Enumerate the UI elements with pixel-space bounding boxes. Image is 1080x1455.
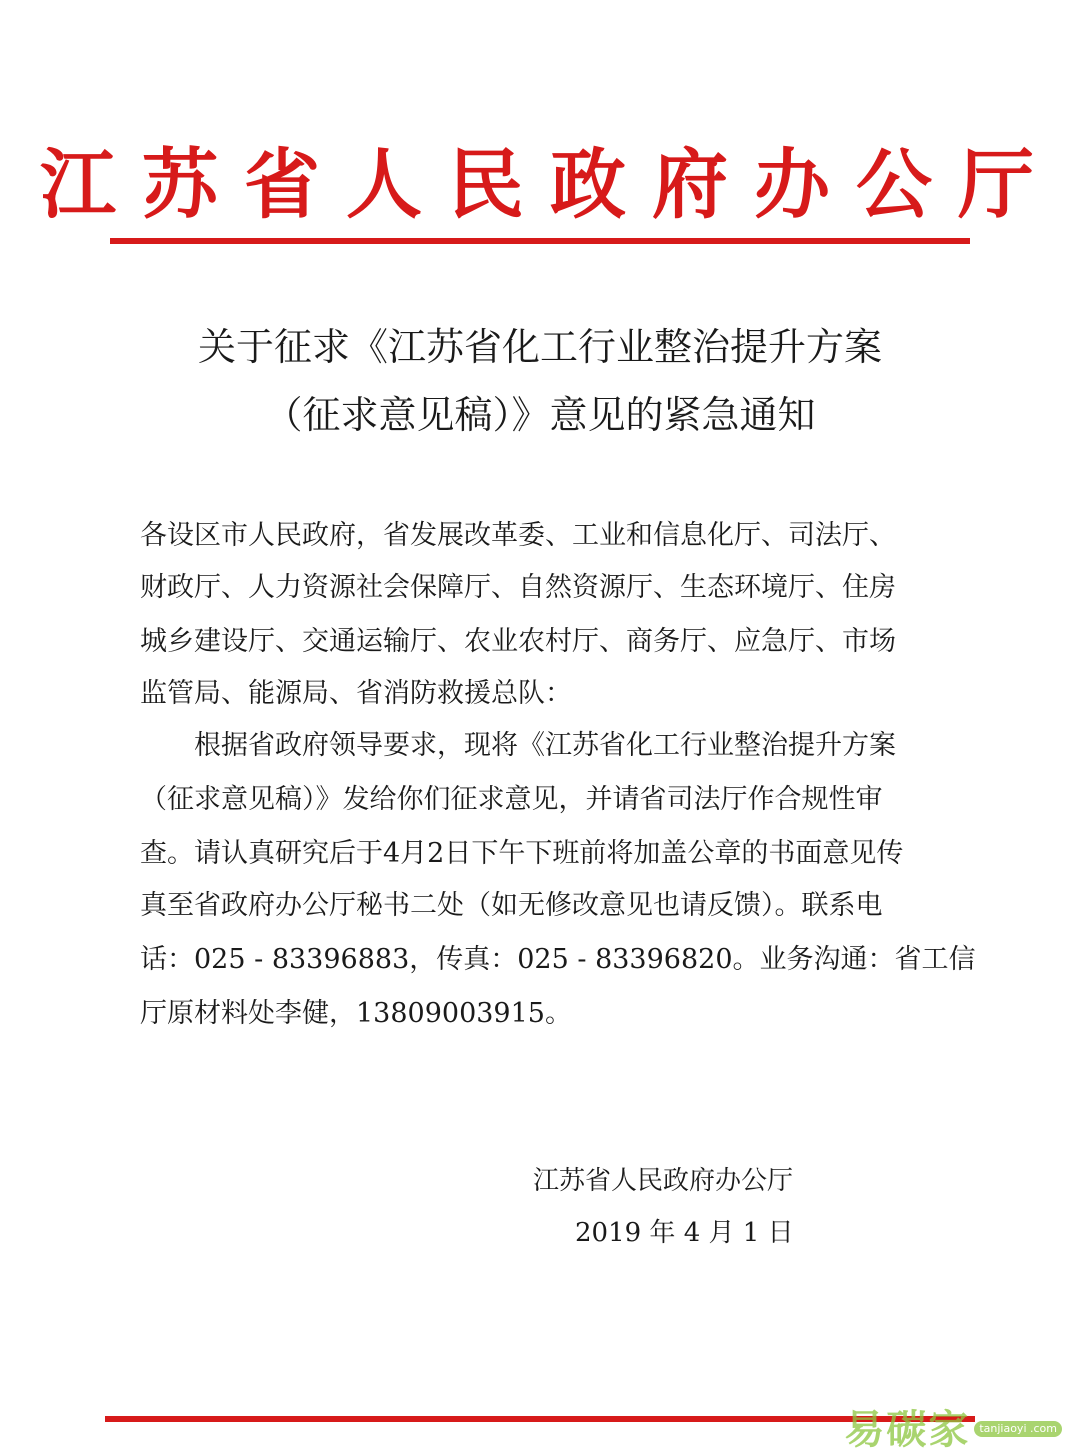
document-title-line-2: （征求意见稿）》意见的紧急通知 — [264, 393, 816, 437]
body-line-9: 话：025 - 83396883，传真：025 - 83396820。业务沟通：省工信 — [140, 944, 976, 975]
watermark-domain: tanjiaoyi .com — [974, 1421, 1062, 1437]
site-watermark — [844, 1398, 1062, 1455]
signature-date: 2019 年 4 月 1 日 — [575, 1218, 794, 1248]
body-line-2: 财政厅、人力资源社会保障厅、自然资源厅、生态环境厅、住房 — [140, 572, 896, 603]
document-title-line-1: 关于征求《江苏省化工行业整治提升方案 — [197, 325, 882, 369]
body-line-4: 监管局、能源局、省消防救援总队： — [140, 678, 572, 709]
body-line-10: 厅原材料处李健，13809003915。 — [140, 998, 572, 1029]
issuer-header: 江苏省人民政府办公厅 — [40, 140, 1060, 229]
body-line-7: 查。请认真研究后于4月2日下午下班前将加盖公章的书面意见传 — [140, 838, 904, 869]
body-line-6: （征求意见稿）》发给你们征求意见，并请省司法厅作合规性审 — [140, 784, 883, 815]
body-line-1: 各设区市人民政府，省发展改革委、工业和信息化厅、司法厅、 — [140, 520, 896, 551]
signature-org: 江苏省人民政府办公厅 — [533, 1166, 794, 1196]
body-line-5: 根据省政府领导要求，现将《江苏省化工行业整治提升方案 — [140, 730, 896, 761]
body-line-8: 真至省政府办公厅秘书二处（如无修改意见也请反馈）。联系电 — [140, 890, 883, 921]
header-red-rule — [110, 238, 970, 244]
watermark-logo: 易碳家 — [844, 1407, 971, 1453]
body-line-3: 城乡建设厅、交通运输厅、农业农村厅、商务厅、应急厅、市场 — [140, 626, 896, 657]
